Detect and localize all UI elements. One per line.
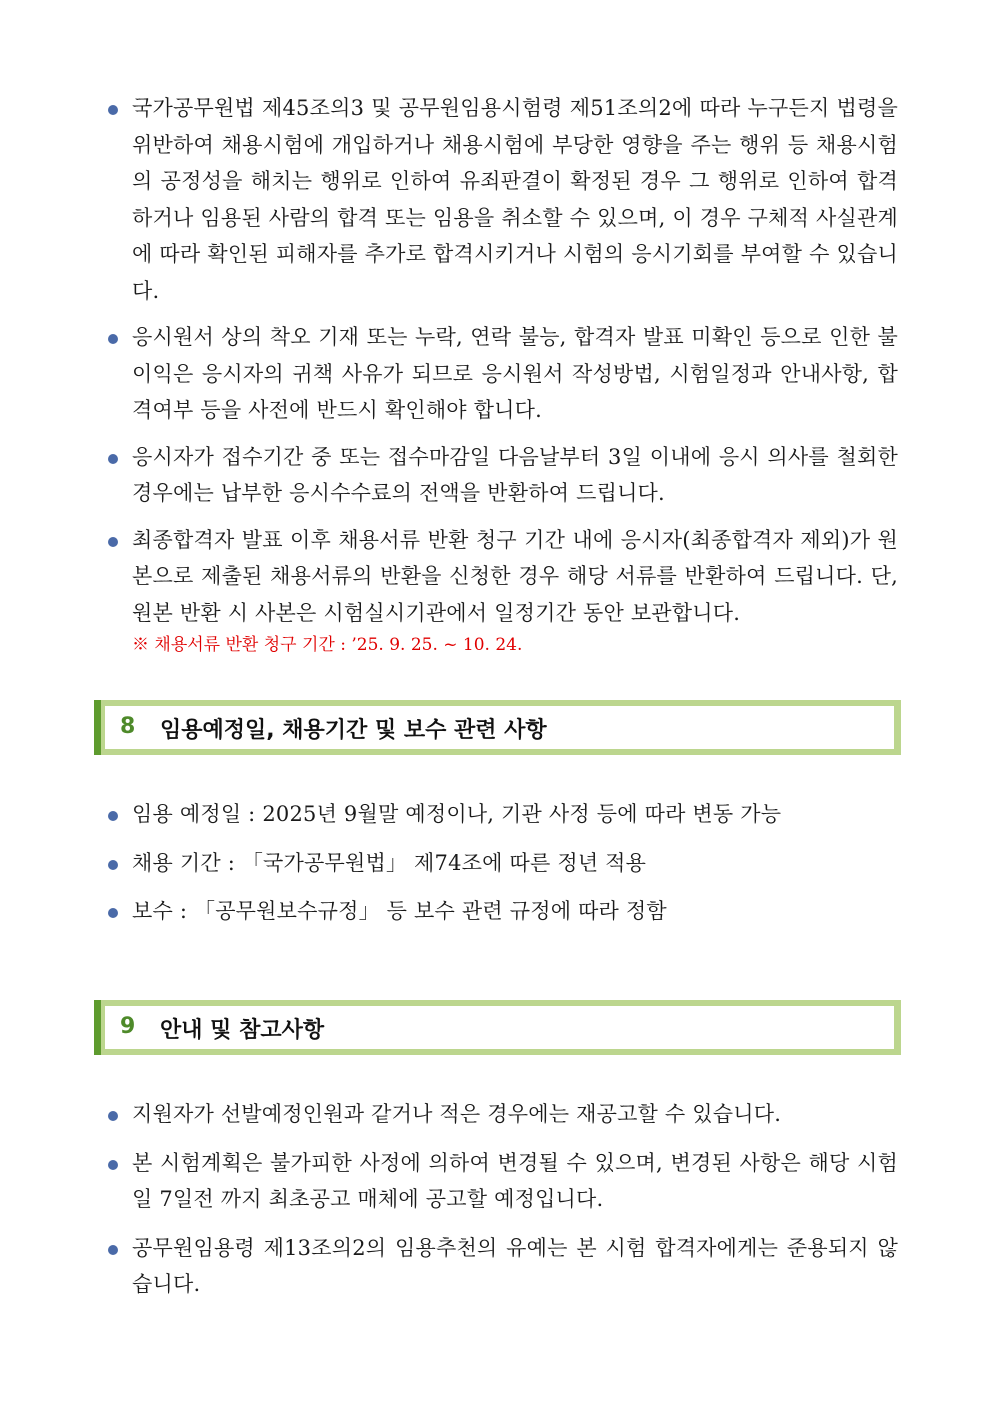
list-item-text: 응시자가 접수기간 중 또는 접수마감일 다음날부터 3일 이내에 응시 의사를 철회한 경우에는 납부한 응시수수료의 전액을 반환하여 드립니다. [132, 444, 898, 505]
list-item [108, 796, 898, 833]
section-title: 안내 및 참고사항 [160, 1018, 325, 1043]
bullet-icon [108, 334, 118, 344]
list-item [108, 1096, 898, 1133]
list-item-text: 국가공무원법 제45조의3 및 공무원임용시험령 제51조의2에 따라 누구든지 법령을 위반하여 채용시험에 개입하거나 채용시험에 부당한 영향을 주는 행위 등 채용시험의 공정성을 해치는 행위로 인하여 유죄판결이 확정된 경우 그 행위로 인하여 합격하거나 임용된 사람의 합격 또는 임용을 취소할 수 있으며, 이 경우 구체적 사실관계에 따라 확인된 피해자를 추가로 합격시키거나 시험의 응시기회를 부여할 수 있습니다. [132, 96, 898, 303]
section-8-list [108, 796, 898, 930]
bullet-icon [108, 908, 118, 918]
list-item [108, 90, 898, 309]
list-item [108, 1145, 898, 1218]
list-item [108, 319, 898, 429]
section-number: 9 [120, 1014, 136, 1039]
list-item [108, 845, 898, 882]
bullet-icon [108, 811, 118, 821]
bullet-icon [108, 860, 118, 870]
list-item-text: 최종합격자 발표 이후 채용서류 반환 청구 기간 내에 응시자(최종합격자 제외)가 원본으로 제출된 채용서류의 반환을 신청한 경우 해당 서류를 반환하여 드립니다. 단, 원본 반환 시 사본은 시험실시기관에서 일정기간 동안 보관합니다. [132, 527, 898, 625]
section-title: 임용예정일, 채용기간 및 보수 관련 사항 [160, 718, 547, 743]
section-9-header [94, 1000, 901, 1055]
list-item-text: 공무원임용령 제13조의2의 임용추천의 유예는 본 시험 합격자에게는 준용되지 않습니다. [132, 1235, 898, 1296]
list-item-text: 보수 : 「공무원보수규정」 등 보수 관련 규정에 따라 정함 [132, 899, 667, 923]
header-inner-box [105, 706, 894, 749]
list-item-text: 본 시험계획은 불가피한 사정에 의하여 변경될 수 있으며, 변경된 사항은 해당 시험일 7일전 까지 최초공고 매체에 공고할 예정입니다. [132, 1150, 898, 1211]
bullet-icon [108, 1111, 118, 1121]
header-inner-box [105, 1006, 894, 1049]
section-number: 8 [120, 714, 136, 739]
list-item [108, 893, 898, 930]
bullet-icon [108, 454, 118, 464]
return-period-note: ※ 채용서류 반환 청구 기간 : ’25. 9. 25. ~ 10. 24. [132, 635, 523, 655]
section-9-list [108, 1096, 898, 1303]
section-8-header [94, 700, 901, 755]
list-item [108, 522, 898, 632]
bullet-icon [108, 537, 118, 547]
header-accent-bar [94, 1000, 101, 1055]
list-item [108, 439, 898, 512]
list-item-text: 채용 기간 : 「국가공무원법」 제74조에 따른 정년 적용 [132, 850, 647, 875]
bullet-icon [108, 105, 118, 115]
bullet-icon [108, 1160, 118, 1170]
list-item-text: 응시원서 상의 착오 기재 또는 누락, 연락 불능, 합격자 발표 미확인 등으로 인한 불이익은 응시자의 귀책 사유가 되므로 응시원서 작성방법, 시험일정과 안내사항, 합격여부 등을 사전에 반드시 확인해야 합니다. [132, 325, 898, 422]
list-item-text: 지원자가 선발예정인원과 같거나 적은 경우에는 재공고할 수 있습니다. [132, 1102, 782, 1126]
list-item [108, 1230, 898, 1303]
top-bullet-list [108, 90, 898, 657]
bullet-icon [108, 1245, 118, 1255]
list-item-text: 임용 예정일 : 2025년 9월말 예정이나, 기관 사정 등에 따라 변동 가능 [132, 802, 782, 826]
header-accent-bar [94, 700, 101, 755]
